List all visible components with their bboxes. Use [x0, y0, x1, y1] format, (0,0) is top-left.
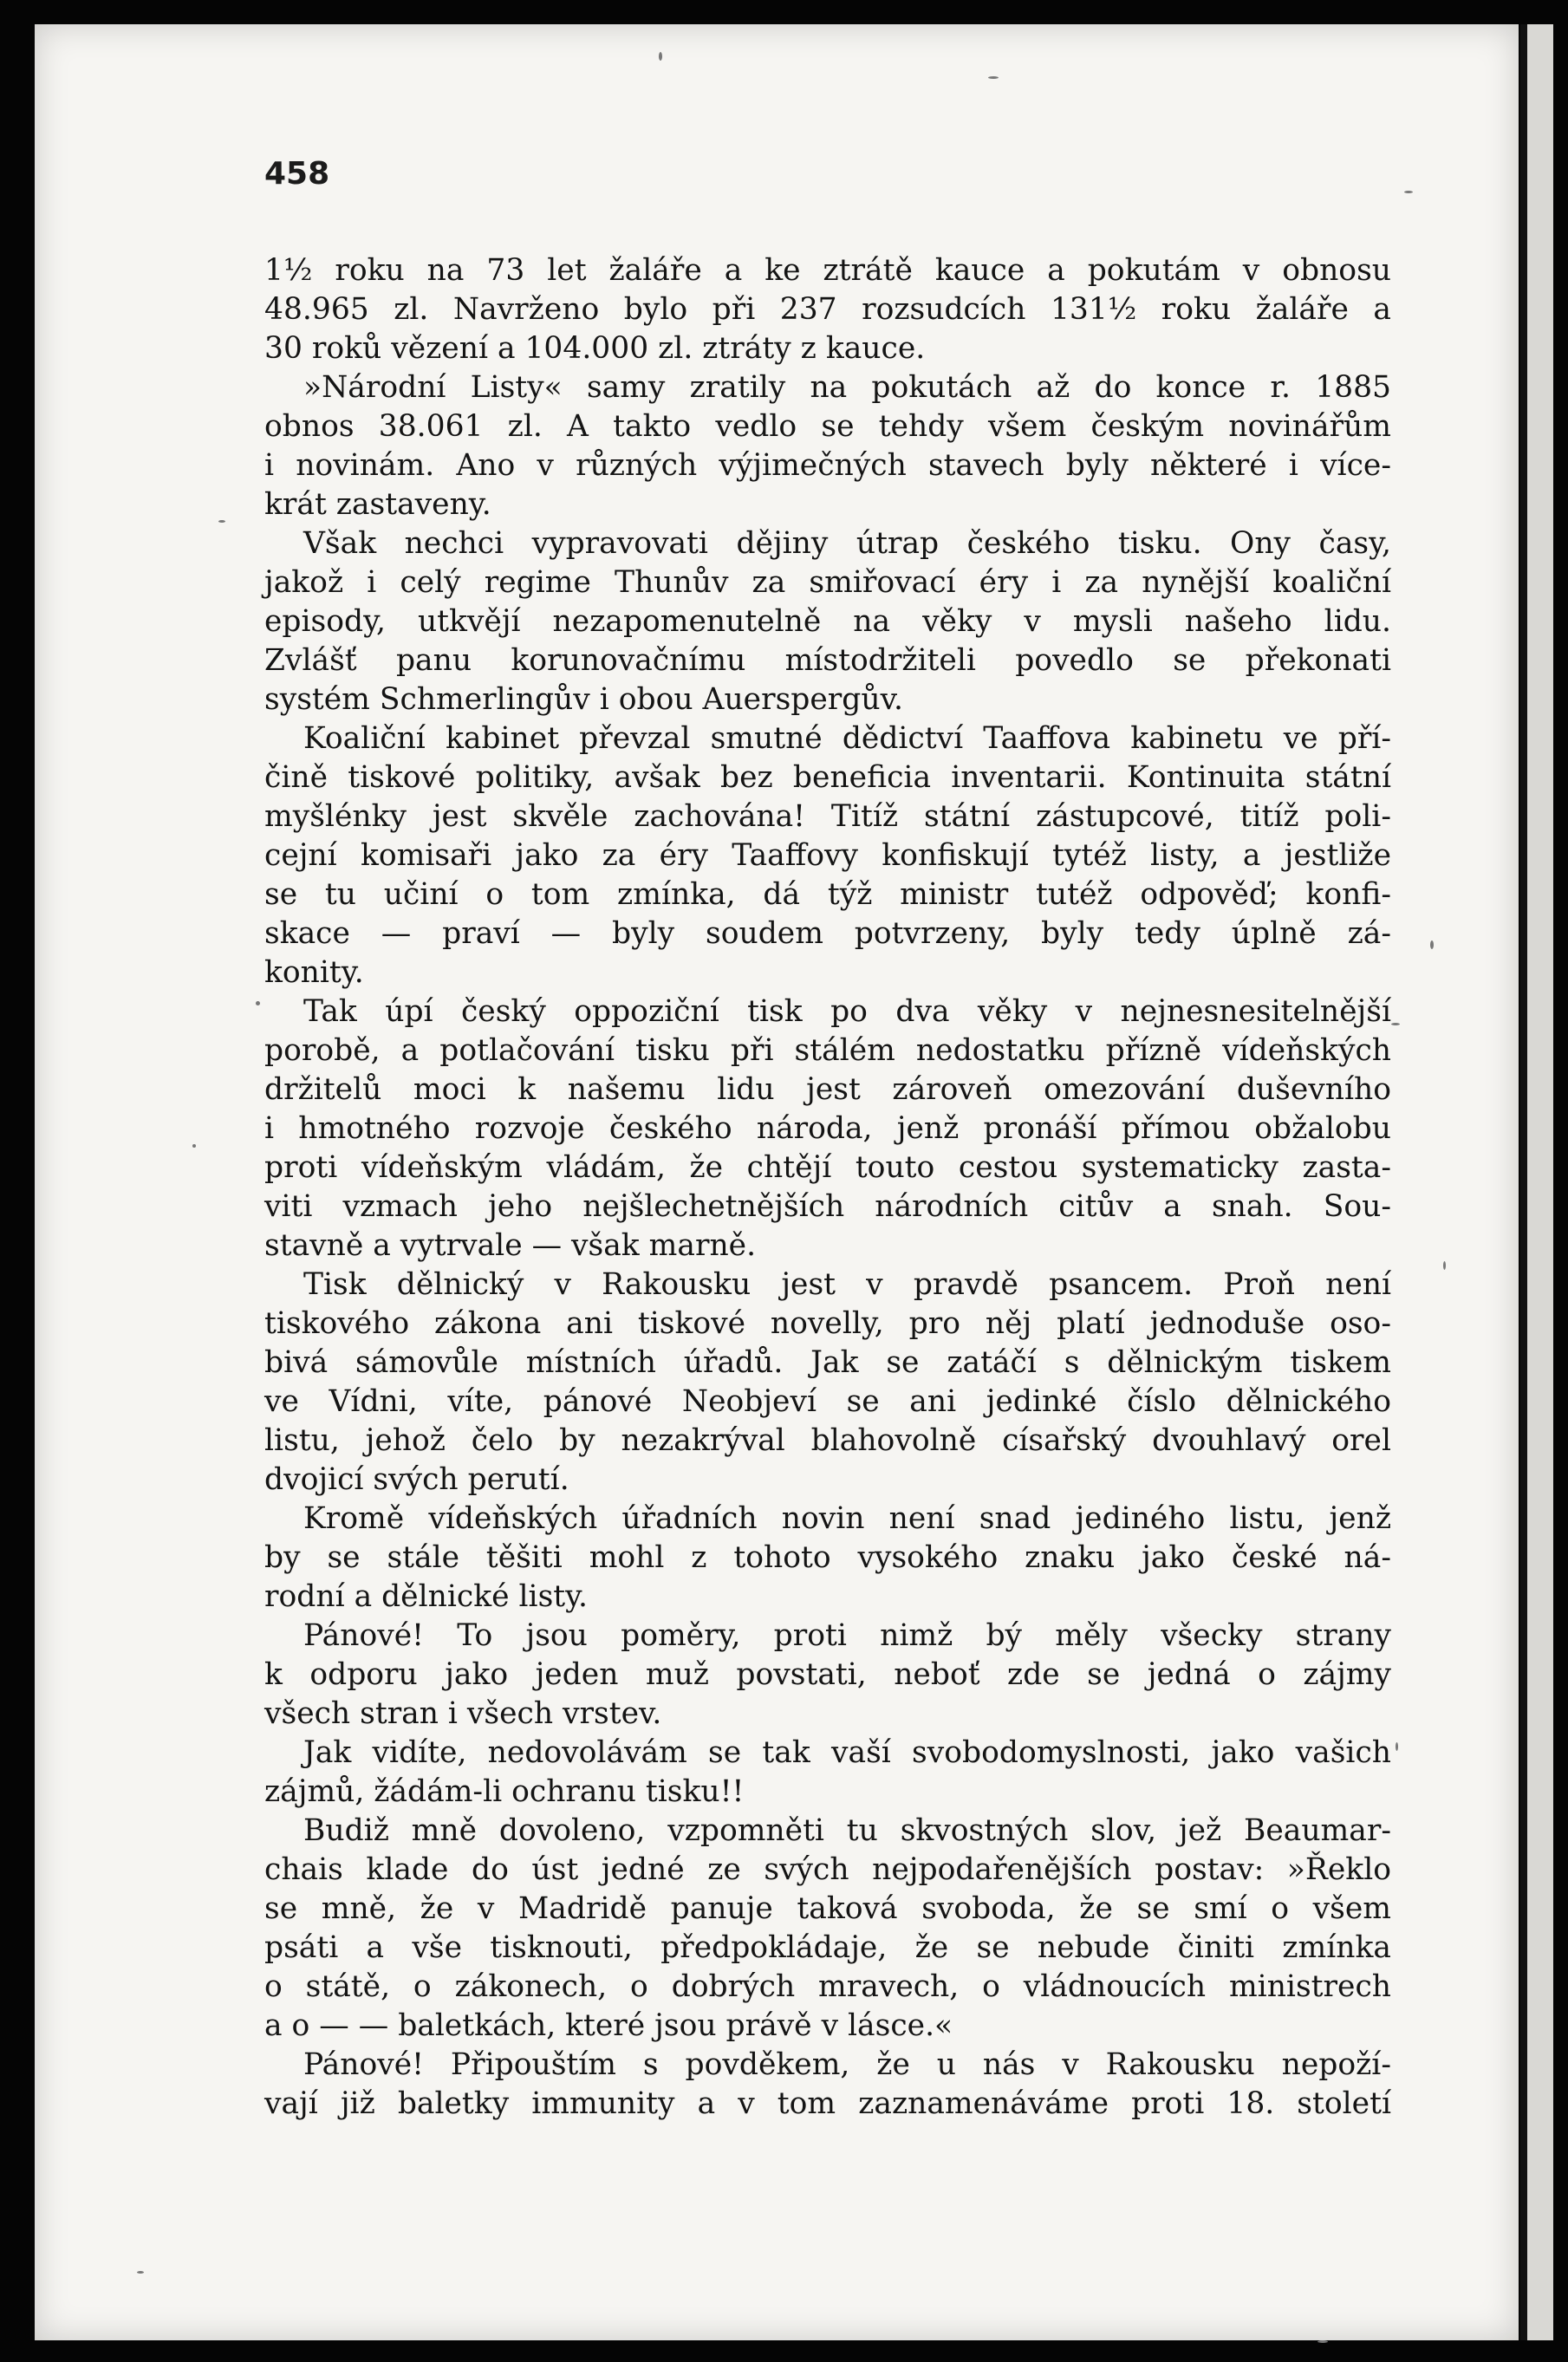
text-line: listu, jehož čelo by nezakrýval blahovolně císařský dvouhlavý orel [264, 1423, 1391, 1458]
text-line: o státě, o zákonech, o dobrých mravech, o vládnoucích ministrech [264, 1969, 1391, 2004]
text-line: Pánové! Připouštím s povděkem, že u nás v Rakousku nepoží- [303, 2047, 1391, 2082]
text-line: porobě, a potlačování tisku při stálém nedostatku přízně vídeňských [264, 1033, 1391, 1068]
text-line: dvojicí svých perutí. [264, 1462, 569, 1497]
next-page-edge [1527, 24, 1553, 2340]
text-line: viti vzmach jeho nejšlechetnějších národních citův a snah. Sou- [264, 1189, 1391, 1224]
text-line: Pánové! To jsou poměry, proti nimž bý měly všecky strany [303, 1618, 1391, 1653]
text-line: i novinám. Ano v různých výjimečných stavech byly některé i více- [264, 448, 1391, 483]
text-line: proti vídeňským vládám, že chtějí touto cestou systematicky zasta- [264, 1150, 1391, 1185]
text-line: konity. [264, 955, 364, 990]
text-line: Jak vidíte, nedovolávám se tak vaší svobodomyslnosti, jako vašich [303, 1735, 1391, 1770]
text-line: a o — — baletkách, které jsou právě v lásce.« [264, 2008, 953, 2043]
text-line: se mně, že v Madridě panuje taková svoboda, že se smí o všem [264, 1891, 1391, 1926]
text-line: myšlénky jest skvěle zachována! Titíž státní zástupcové, titíž poli- [264, 799, 1391, 834]
text-line: čině tiskové politiky, avšak bez beneficia inventarii. Kontinuita státní [264, 760, 1391, 795]
text-line: ve Vídni, víte, pánové Neobjeví se ani jedinké číslo dělnického [264, 1384, 1391, 1419]
text-line: zájmů, žádám-li ochranu tisku!! [264, 1774, 745, 1809]
text-line: Však nechci vypravovati dějiny útrap českého tisku. Ony časy, [303, 526, 1391, 561]
text-line: Tak úpí český oppoziční tisk po dva věky v nejnesnesitelnější [303, 994, 1391, 1029]
text-line: jakož i celý regime Thunův za smiřovací éry i za nynější koaliční [264, 565, 1391, 600]
text-line: držitelů moci k našemu lidu jest zároveň omezování duševního [264, 1072, 1391, 1107]
text-line: Zvlášť panu korunovačnímu místodržiteli povedlo se překonati [264, 643, 1391, 678]
text-line: Tisk dělnický v Rakousku jest v pravdě psancem. Proň není [303, 1267, 1391, 1302]
text-line: episody, utkvějí nezapomenutelně na věky v mysli našeho lidu. [264, 604, 1391, 639]
text-line: i hmotného rozvoje českého národa, jenž pronáší přímou obžalobu [264, 1111, 1391, 1146]
text-line: tiskového zákona ani tiskové novelly, pro něj platí jednoduše oso- [264, 1306, 1391, 1341]
page-number: 458 [264, 156, 330, 192]
text-line: 1½ roku na 73 let žaláře a ke ztrátě kauce a pokutám v obnosu [264, 253, 1391, 288]
body-text [264, 251, 1391, 2124]
text-line: by se stále těšiti mohl z tohoto vysokého znaku jako české ná- [264, 1540, 1391, 1575]
text-line: »Národní Listy« samy zratily na pokutách až do konce r. 1885 [303, 370, 1391, 405]
text-line: chais klade do úst jedné ze svých nejpodařenějších postav: »Řeklo [264, 1852, 1391, 1887]
text-line: Kromě vídeňských úřadních novin není snad jediného listu, jenž [303, 1501, 1391, 1536]
text-line: psáti a vše tisknouti, předpokládaje, že se nebude činiti zmínka [264, 1930, 1391, 1965]
text-line: se tu učiní o tom zmínka, dá týž ministr tutéž odpověď; konfi- [264, 877, 1391, 912]
text-line: Budiž mně dovoleno, vzpomněti tu skvostných slov, jež Beaumar- [303, 1813, 1391, 1848]
text-line: obnos 38.061 zl. A takto vedlo se tehdy všem českým novinářům [264, 409, 1391, 444]
text-line: všech stran i všech vrstev. [264, 1696, 662, 1731]
text-line: krát zastaveny. [264, 487, 491, 522]
text-line: systém Schmerlingův i obou Auerspergův. [264, 682, 903, 717]
text-line: cejní komisaři jako za éry Taaffovy konfiskují tytéž listy, a jestliže [264, 838, 1391, 873]
text-line: skace — praví — byly soudem potvrzeny, byly tedy úplně zá- [264, 916, 1391, 951]
text-line: 30 roků vězení a 104.000 zl. ztráty z kauce. [264, 331, 926, 366]
text-line: stavně a vytrvale — však marně. [264, 1228, 757, 1263]
text-line: 48.965 zl. Navrženo bylo při 237 rozsudcích 131½ roku žaláře a [264, 292, 1391, 327]
text-line: rodní a dělnické listy. [264, 1579, 589, 1614]
text-line: Koaliční kabinet převzal smutné dědictví Taaffova kabinetu ve pří- [303, 721, 1391, 756]
text-line: vají již baletky immunity a v tom zaznamenáváme proti 18. století [264, 2086, 1391, 2121]
text-line: k odporu jako jeden muž povstati, neboť zde se jedná o zájmy [264, 1657, 1391, 1692]
text-line: bivá sámovůle místních úřadů. Jak se zatáčí s dělnickým tiskem [264, 1345, 1391, 1380]
